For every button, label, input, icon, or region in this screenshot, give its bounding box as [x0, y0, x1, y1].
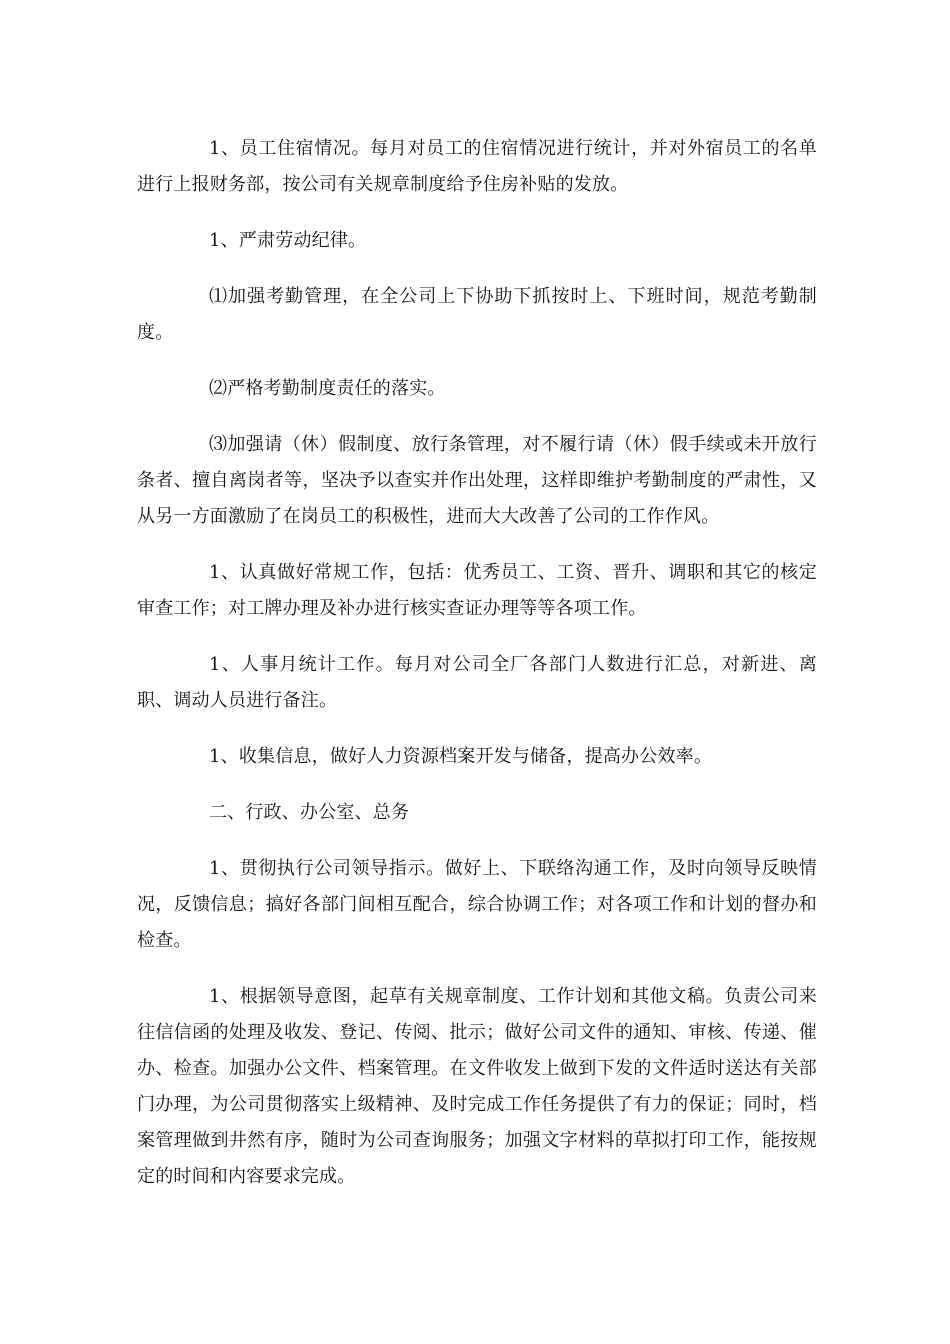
- paragraph-staff-housing: 1、员工住宿情况。每月对员工的住宿情况进行统计，并对外宿员工的名单进行上报财务部，按公司有关规章制度给予住房补贴的发放。: [137, 138, 817, 195]
- paragraph-leadership-instructions: 1、贯彻执行公司领导指示。做好上、下联络沟通工作，及时向领导反映情况，反馈信息；搞好各部门间相互配合，综合协调工作；对各项工作和计划的督办和检查。: [137, 858, 817, 951]
- paragraph-attendance-management: ⑴加强考勤管理，在全公司上下协助下抓按时上、下班时间，规范考勤制度。: [137, 286, 817, 343]
- paragraph-document-drafting: 1、根据领导意图，起草有关规章制度、工作计划和其他文稿。负责公司来往信信函的处理及收发、登记、传阅、批示；做好公司文件的通知、审核、传递、催办、检查。加强办公文件、档案管理。在文件收发上做到下发的文件适时送达有关部门办理，为公司贯彻落实上级精神、及时完成工作任务提供了有力的保证；同时，档案管理做到井然有序，随时为公司查询服务；加强文字材料的草拟打印工作，能按规定的时间和内容要求完成。: [137, 986, 817, 1187]
- paragraph-monthly-statistics: 1、人事月统计工作。每月对公司全厂各部门人数进行汇总，对新进、离职、调动人员进行备注。: [137, 654, 817, 711]
- paragraph-labor-discipline: 1、严肃劳动纪律。: [209, 230, 367, 251]
- paragraph-information-collection: 1、收集信息，做好人力资源档案开发与储备，提高办公效率。: [209, 746, 713, 767]
- paragraph-routine-work: 1、认真做好常规工作，包括：优秀员工、工资、晋升、调职和其它的核定审查工作；对工牌办理及补办进行核实查证办理等等各项工作。: [137, 562, 817, 619]
- paragraph-attendance-responsibility: ⑵严格考勤制度责任的落实。: [209, 378, 446, 399]
- document-body: [137, 131, 817, 1215]
- paragraph-leave-management: ⑶加强请（休）假制度、放行条管理，对不履行请（休）假手续或未开放行条者、擅自离岗者等，坚决予以查实并作出处理，这样即维护考勤制度的严肃性，又从另一方面激励了在岗员工的积极性，进而大大改善了公司的工作作风。: [137, 434, 817, 527]
- section-heading-administration: 二、行政、办公室、总务: [209, 802, 410, 823]
